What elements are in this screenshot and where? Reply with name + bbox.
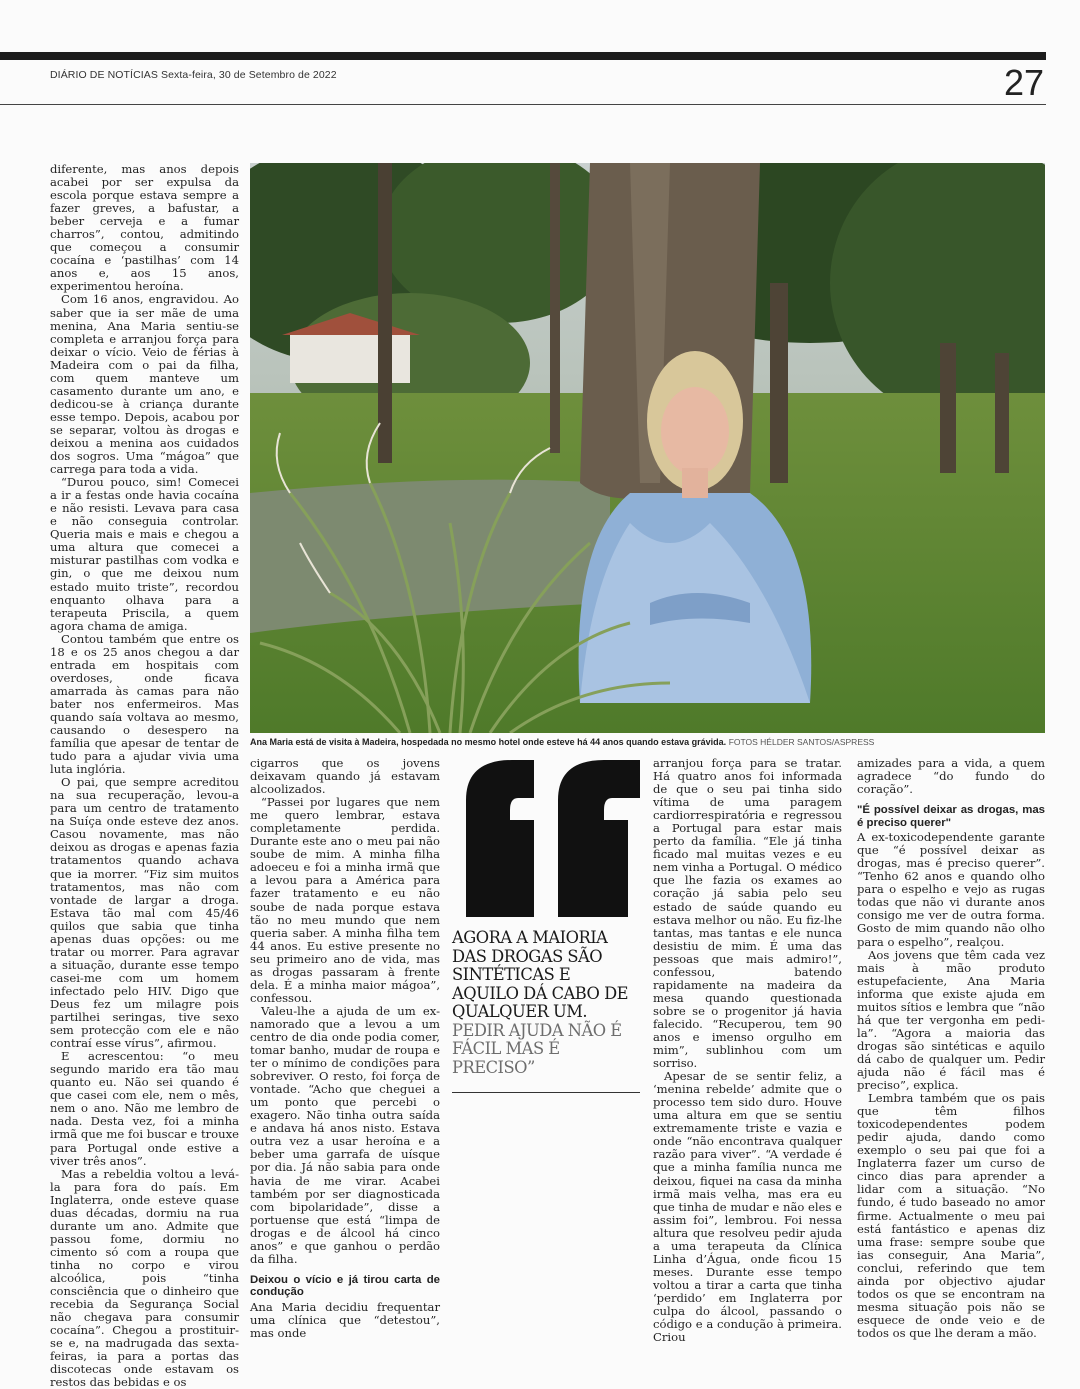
paragraph: Mas a rebeldia voltou a levá-la para fora do país. Em Inglaterra, onde esteve quase duas décadas, dormiu na rua durante um ano. Admite que passou fome, dormiu no cimento só com a roupa que tinha no corpo e virou alcoólica, pois “tinha consciência que o dinheiro que recebia da Segurança Social não chegava para consumir cocaína”. Chegou a prostituir-se e, na madrugada das sexta-feiras, ia para a portas das discotecas onde estavam os restos das bebidas e os — [50, 1166, 239, 1389]
paragraph: Lembra também que os pais que têm filhos toxicodependentes podem pedir ajuda, dando como exemplo o seu pai que foi a Inglaterra fazer um curso de cinco dias para aprender a lidar com a situação. “No fundo, é tudo baseado no amor firme. Actualmente o meu pai está fantástico e apenas diz uma frase: sempre soube que ias conseguir, Ana Maria”, conclui, referindo que tem ainda por objectivo ajudar todos os que se encontram na mesma situação pois não se esquece de onde veio e de todos os que lhe deram a mão. — [857, 1091, 1045, 1340]
paragraph: O pai, que sempre acreditou na sua recuperação, levou-a para um centro de tratamento na Suíça onde esteve dez anos. Casou novamente, mas não deixou as drogas e apenas fazia tratamentos quando achava que ia morrer. “Fiz sim muitos tratamentos, mas não com vontade de largar a droga. Estava tão mal com 45/46 quilos que sabia que tinha apenas duas opções: ou me tratar ou morrer. Para agravar a situação, durante esse tempo casei-me com um homem infectado pelo HIV. Digo que Deus fez um milagre pois partilhei seringas, tive sexo sem protecção com ele e não contraí esse vírus”, afirmou. — [50, 775, 239, 1051]
paragraph: arranjou força para se tratar. Há quatro anos foi informada de que o seu pai tinha sido vítima de uma paragem cardiorrespiratória e regressou a Portugal para estar mais perto da família. “Ele já tinha ficado mal muitas vezes e eu nem vinha a Portugal. O médico que lhe fazia os exames ao coração já sabia pelo seu estado de saúde quando eu estava melhor ou não. Eu fiz-lhe tantas, mas tantas e ele nunca desistiu de mim. É uma das pessoas que mais admiro!”, confessou, batendo rapidamente na madeira da mesa quando questionada sobre se o progenitor já havia falecido. “Recuperou, tem 90 anos e imenso orgulho em mim”, sublinhou com um sorriso. — [653, 756, 842, 1071]
article-column-1 — [50, 163, 239, 1389]
article-column-4 — [653, 757, 842, 1344]
paragraph: A ex-toxicodependente garante que “é possível deixar as drogas, mas é preciso querer”. “Tenho 62 anos e quando olho para o espelho e vejo as rugas todas que não vi durante anos consigo me ver de outra forma. Gosto de mim quando não olho para o espelho”, realçou. — [857, 830, 1045, 949]
photo-caption — [250, 737, 1045, 747]
pull-quote-text: AGORA A MAIORIA DAS DROGAS SÃO SINTÉTICAS E AQUILO DÁ CABO DE QUALQUER UM. — [452, 928, 629, 1021]
photo-ana-maria-garden — [250, 163, 1045, 733]
paragraph: Contou também que entre os 18 e os 25 anos chegou a dar entrada em hospitais com overdoses, onde ficava amarrada às camas para não bater nos enfermeiros. Mas quando saía voltava ao mesmo, causando o desespero na família que apesar de tentar de tudo para a ajudar vivia uma luta inglória. — [50, 631, 239, 777]
paragraph: diferente, mas anos depois acabei por ser expulsa da escola porque estava sempre a fazer greves, a bafustar, a beber cerveja e a fumar charros”, contou, admitindo que começou a consumir cocaína e ‘pastilhas’ com 14 anos e, aos 15 anos, experimentou heroína. — [50, 162, 239, 294]
paragraph: Valeu-lhe a ajuda de um ex-namorado que a levou a um centro de dia onde podia comer, tomar banho, mudar de roupa e ter o mínimo de condições para sobreviver. O resto, foi força de vontade. “Acho que cheguei a um ponto que percebi o exagero. Não tinha outra saída e andava há anos nisto. Estava outra vez a usar heroína e a beber uma garrafa de uísque por dia. Já não sabia para onde havia de me virar. Acabei também por ser diagnosticada com bipolaridade”, disse a portuense que está “limpa de drogas e de álcool há cinco anos” e que ganhou o perdão da filha. — [250, 1003, 440, 1266]
subheading: Deixou o vício e já tirou carta de condução — [250, 1273, 440, 1299]
paragraph: Com 16 anos, engravidou. Ao saber que ia ser mãe de uma menina, Ana Maria sentiu-se completa e arranjou força para deixar o vício. Veio de férias à Madeira com o pai da filha, com quem manteve um casamento durante um ano, e dedicou-se à criança durante esse tempo. Depois, acabou por se separar, voltou às drogas e deixou a menina aos cuidados dos sogros. Uma “mágoa” que carrega para toda a vida. — [50, 292, 239, 477]
article-column-2 — [250, 757, 440, 1340]
page-number: 27 — [1003, 62, 1044, 103]
article-photo — [250, 163, 1045, 733]
top-bar — [0, 52, 1046, 60]
paragraph: amizades para a vida, a quem agradece “do fundo do coração”. — [857, 756, 1045, 797]
subheading: "É possível deixar as drogas, mas é preciso querer" — [857, 804, 1045, 829]
paragraph: “Passei por lugares que nem me quero lembrar, estava completamente perdida. Durante este ano o meu pai não soube de mim. A minha filha adoeceu e foi a minha irmã que a levou para a América para fazer tratamento e eu não soube de nada porque estava tão no meu mundo que nem queria saber. A minha filha tem 44 anos. Eu estive presente no seu primeiro ano de vida, mas as drogas passaram à frente dela. É a minha maior mágoa”, confessou. — [250, 795, 440, 1005]
pull-quote-rule — [452, 1092, 640, 1093]
article-column-5 — [857, 757, 1045, 1340]
paragraph: E acrescentou: “o meu segundo marido era tão mau quanto eu. Não sei quando é que casei com ele, nem o mês, nem o ano. Não me lembro de nada. Desta vez, foi a minha irmã que me foi buscar e trouxe para Portugal onde estive a viver três anos”. — [50, 1049, 239, 1168]
paragraph: Apesar de se sentir feliz, a ‘menina rebelde’ admite que o processo tem sido duro. Houve uma altura em que se sentiu extremamente triste e vazia e onde “não encontrava qualquer razão para viver”. “A verdade é que a minha família nunca me deixou, fiquei na casa da minha irmã mais velha, mas era eu que tinha de mudar e não eles e assim foi”, lembrou. Foi nessa altura que resolveu pedir ajuda a uma terapeuta da Clínica Linha d’Água, onde ficou 15 meses. Durante esse tempo voltou a tirar a carta que tinha ‘perdido’ em Inglaterra por culpa do álcool, passando o código e a condução à primeira. Criou — [653, 1069, 842, 1345]
paragraph: cigarros que os jovens deixavam quando já estavam alcoolizados. — [250, 756, 440, 797]
masthead: DIÁRIO DE NOTÍCIAS Sexta-feira, 30 de Setembro de 2022 — [50, 69, 337, 81]
photo-credit: FOTOS HÉLDER SANTOS/ASPRESS — [728, 737, 875, 747]
paragraph: “Durou pouco, sim! Comecei a ir a festas onde havia cocaína e não resisti. Levava para casa e não conseguia controlar. Queria mais e mais e chegou a uma altura que comecei a misturar pastilhas com vodka e gin, o que me deixou num estado muito triste”, recordou enquanto olhava para a terapeuta Priscila, a quem agora chama de amiga. — [50, 475, 239, 633]
quote-mark-icon — [452, 760, 640, 917]
paragraph: Aos jovens que têm cada vez mais à mão produto estupefaciente, Ana Maria informa que existe ajuda em muitos sítios e lembra que “não há que ter vergonha em pedi-la”. “Agora a maioria das drogas são sintéticas e aquilo dá cabo de qualquer um. Pedir ajuda não é fácil mas é preciso”, explica. — [857, 947, 1045, 1093]
paragraph: Ana Maria decidiu frequentar uma clínica que “detestou”, mas onde — [250, 1299, 440, 1340]
pull-quote-text-grey: PEDIR AJUDA NÃO É FÁCIL MAS É PRECISO” — [452, 1020, 622, 1077]
caption-text: Ana Maria está de visita à Madeira, hospedada no mesmo hotel onde esteve há 44 anos quando estava grávida. — [250, 737, 727, 747]
pull-quote — [452, 760, 640, 1077]
header-rule — [0, 104, 1046, 105]
